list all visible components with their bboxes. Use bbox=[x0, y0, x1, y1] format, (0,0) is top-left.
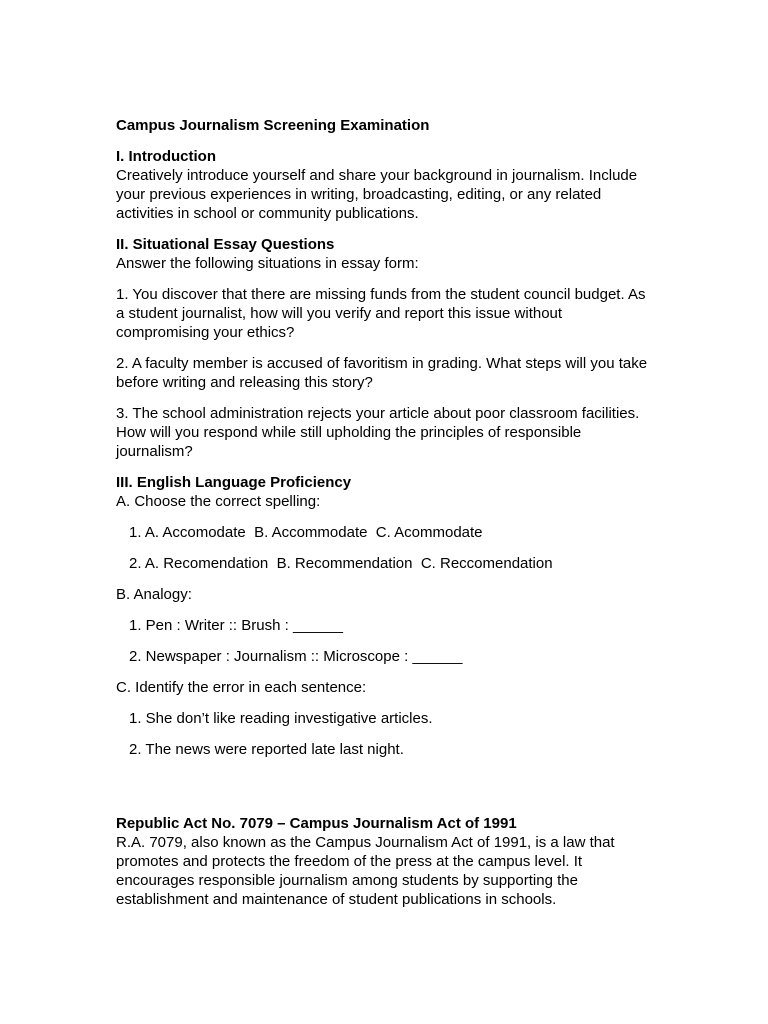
error-item-2: 2. The news were reported late last night. bbox=[129, 741, 404, 758]
introduction-heading: I. Introduction bbox=[116, 148, 216, 165]
introduction-section bbox=[116, 147, 656, 223]
situational-instruction: Answer the following situations in essay form: bbox=[116, 255, 419, 272]
document-page bbox=[116, 116, 656, 921]
analogy-label: B. Analogy: bbox=[116, 586, 192, 603]
introduction-text: Creatively introduce yourself and share your background in journalism. Include your previous experiences in writing, broadcasting, editing, or any related activities in school or community publications. bbox=[116, 167, 638, 222]
spelling-item-2: 2. A. Recomendation B. Recommendation C. Reccomendation bbox=[129, 555, 553, 572]
republic-act-heading: Republic Act No. 7079 – Campus Journalism Act of 1991 bbox=[116, 815, 517, 832]
english-heading: III. English Language Proficiency bbox=[116, 474, 352, 491]
spelling-item-1: 1. A. Accomodate B. Accommodate C. Acommodate bbox=[129, 524, 483, 541]
error-item-1: 1. She don’t like reading investigative articles. bbox=[129, 710, 433, 727]
english-section bbox=[116, 473, 656, 759]
republic-act-text: R.A. 7079, also known as the Campus Journalism Act of 1991, is a law that promotes and protects the freedom of the press at the campus level. It encourages responsible journalism among students by supporting the establishment and maintenance of student publications in schools. bbox=[116, 834, 615, 908]
spelling-label: A. Choose the correct spelling: bbox=[116, 493, 321, 510]
error-label: C. Identify the error in each sentence: bbox=[116, 679, 367, 696]
document-title: Campus Journalism Screening Examination bbox=[116, 117, 430, 134]
analogy-item-1: 1. Pen : Writer :: Brush : ______ bbox=[129, 617, 343, 634]
situational-question-3: 3. The school administration rejects your article about poor classroom facilities. How will you respond while still upholding the principles of responsible journalism? bbox=[116, 405, 640, 460]
situational-question-1: 1. You discover that there are missing funds from the student council budget. As a student journalist, how will you verify and report this issue without compromising your ethics? bbox=[116, 286, 646, 341]
analogy-item-2: 2. Newspaper : Journalism :: Microscope : ______ bbox=[129, 648, 463, 665]
section-spacer bbox=[116, 771, 656, 814]
situational-section bbox=[116, 235, 656, 461]
situational-heading: II. Situational Essay Questions bbox=[116, 236, 335, 253]
republic-act-section bbox=[116, 814, 656, 909]
situational-question-2: 2. A faculty member is accused of favoritism in grading. What steps will you take before writing and releasing this story? bbox=[116, 355, 648, 391]
